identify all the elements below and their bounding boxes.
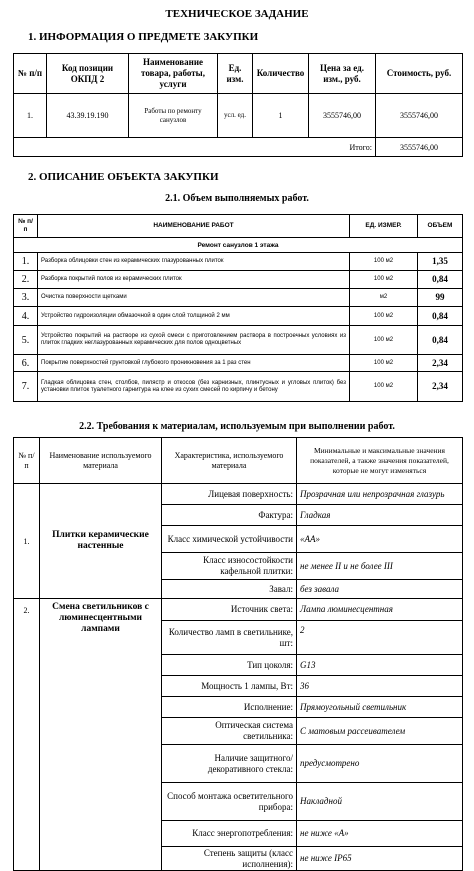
column-header: НАИМЕНОВАНИЕ РАБОТ [38,215,350,238]
volume: 2,34 [418,372,463,402]
material-name: Плитки керамические настенные [40,484,162,599]
work-name: Разборка облицовки стен из керамических глазурованных плиток [38,253,350,271]
property-name: Лицевая поверхность: [162,484,297,505]
property-value: 36 [297,676,463,697]
group-row [14,238,463,253]
unit: усл. ед. [218,94,253,138]
table-row [14,599,463,621]
total-row [14,138,463,157]
table-row [14,271,463,289]
work-name: Устройство гидроизоляции обмазочной в один слой толщиной 2 мм [38,307,350,326]
column-header: ЕД. ИЗМЕР. [350,215,418,238]
property-name: Исполнение: [162,697,297,718]
unit: 100 м2 [350,271,418,289]
row-number: 5. [14,326,38,355]
property-name: Наличие защитного/декоративного стекла: [162,745,297,783]
quantity: 1 [253,94,309,138]
volume: 0,84 [418,326,463,355]
property-value: без завала [297,580,463,599]
property-value: «АА» [297,526,463,553]
work-name: Разборка покрытий полов из керамических плиток [38,271,350,289]
work-name: Гладкая облицовка стен, столбов, пилястр и откосов (без карнизных, плинтусных и угловых плиток) без установки плиток туалетного гарнитура на клее из сухих смесей по кирпичу и бетону [38,372,350,402]
property-value: не менее II и не более III [297,553,463,580]
section-2-title: 2. ОПИСАНИЕ ОБЪЕКТА ЗАКУПКИ [28,171,219,183]
okpd-code: 43.39.19.190 [47,94,129,138]
volume: 2,34 [418,355,463,372]
section-1-title: 1. ИНФОРМАЦИЯ О ПРЕДМЕТЕ ЗАКУПКИ [28,31,259,43]
table-row [14,94,463,138]
row-number: 6. [14,355,38,372]
property-name: Мощность 1 лампы, Вт: [162,676,297,697]
table-header-row [14,438,463,484]
cost: 3555746,00 [376,94,463,138]
subsection-2-1-title: 2.1. Объем выполняемых работ. [165,193,309,204]
row-number: 1. [14,253,38,271]
property-name: Тип цоколя: [162,655,297,676]
row-number: 3. [14,289,38,307]
table-header-row [14,54,463,94]
column-header: Цена за ед. изм., руб. [309,54,376,94]
property-value: 2 [297,621,463,655]
document-title: ТЕХНИЧЕСКОЕ ЗАДАНИЕ [165,8,309,20]
property-name: Оптическая система светильника: [162,718,297,745]
materials-requirements-table [13,437,463,871]
property-value: Гладкая [297,505,463,526]
subsection-2-2-title: 2.2. Требования к материалам, используемым при выполнении работ. [79,421,395,432]
procurement-info-table [13,53,463,157]
property-value: Лампа люминесцентная [297,599,463,621]
column-header: Наименование используемого материала [40,438,162,484]
material-name: Смена светильников с люминесцентными лампами [40,599,162,871]
property-name: Завал: [162,580,297,599]
row-number: 2. [14,599,40,871]
column-header: ОБЪЕМ [418,215,463,238]
item-name: Работы по ремонту санузлов [129,94,218,138]
column-header: № п/п [14,215,38,238]
unit: м2 [350,289,418,307]
property-value: Прозрачная или непрозрачная глазурь [297,484,463,505]
total-value: 3555746,00 [376,138,463,157]
row-number: 2. [14,271,38,289]
group-title: Ремонт санузлов 1 этажа [14,238,463,253]
column-header: Характеристика, используемого материала [162,438,297,484]
volume: 99 [418,289,463,307]
column-header: Стоимость, руб. [376,54,463,94]
row-number: 4. [14,307,38,326]
property-value: предусмотрено [297,745,463,783]
works-volume-table [13,214,463,402]
table-row [14,355,463,372]
column-header: № п/п [14,54,47,94]
table-row [14,307,463,326]
property-value: G13 [297,655,463,676]
column-header: Ед. изм. [218,54,253,94]
table-row [14,484,463,505]
unit: 100 м2 [350,253,418,271]
work-name: Устройство покрытий на растворе из сухой смеси с приготовлением раствора в построечных условиях из плиток гладких неглазурованных керамических для полов одноцветных [38,326,350,355]
property-value: не ниже «А» [297,821,463,847]
work-name: Покрытие поверхностей грунтовкой глубокого проникновения за 1 раз стен [38,355,350,372]
property-name: Степень защиты (класс исполнения): [162,847,297,871]
unit-price: 3555746,00 [309,94,376,138]
row-number: 1. [14,484,40,599]
work-name: Очистка поверхности щетками [38,289,350,307]
property-value: Накладной [297,783,463,821]
property-value: С матовым рассеивателем [297,718,463,745]
property-name: Количество ламп в светильнике, шт: [162,621,297,655]
column-header: № п/п [14,438,40,484]
table-header-row [14,215,463,238]
volume: 0,84 [418,271,463,289]
property-name: Способ монтажа осветительного прибора: [162,783,297,821]
volume: 1,35 [418,253,463,271]
row-number: 1. [14,94,47,138]
column-header: Код позиции ОКПД 2 [47,54,129,94]
property-name: Класс энергопотребления: [162,821,297,847]
property-name: Класс химической устойчивости [162,526,297,553]
table-row [14,326,463,355]
unit: 100 м2 [350,326,418,355]
column-header: Минимальные и максимальные значения показателей, а также значения показателей, которые не могут изменяться [297,438,463,484]
unit: 100 м2 [350,355,418,372]
property-name: Источник света: [162,599,297,621]
total-label: Итого: [14,138,376,157]
property-value: Прямоугольный светильник [297,697,463,718]
table-row [14,289,463,307]
column-header: Наименование товара, работы, услуги [129,54,218,94]
property-value: не ниже IP65 [297,847,463,871]
volume: 0,84 [418,307,463,326]
column-header: Количество [253,54,309,94]
unit: 100 м2 [350,372,418,402]
table-row [14,372,463,402]
row-number: 7. [14,372,38,402]
property-name: Фактура: [162,505,297,526]
table-row [14,253,463,271]
unit: 100 м2 [350,307,418,326]
property-name: Класс износостойкости кафельной плитки: [162,553,297,580]
